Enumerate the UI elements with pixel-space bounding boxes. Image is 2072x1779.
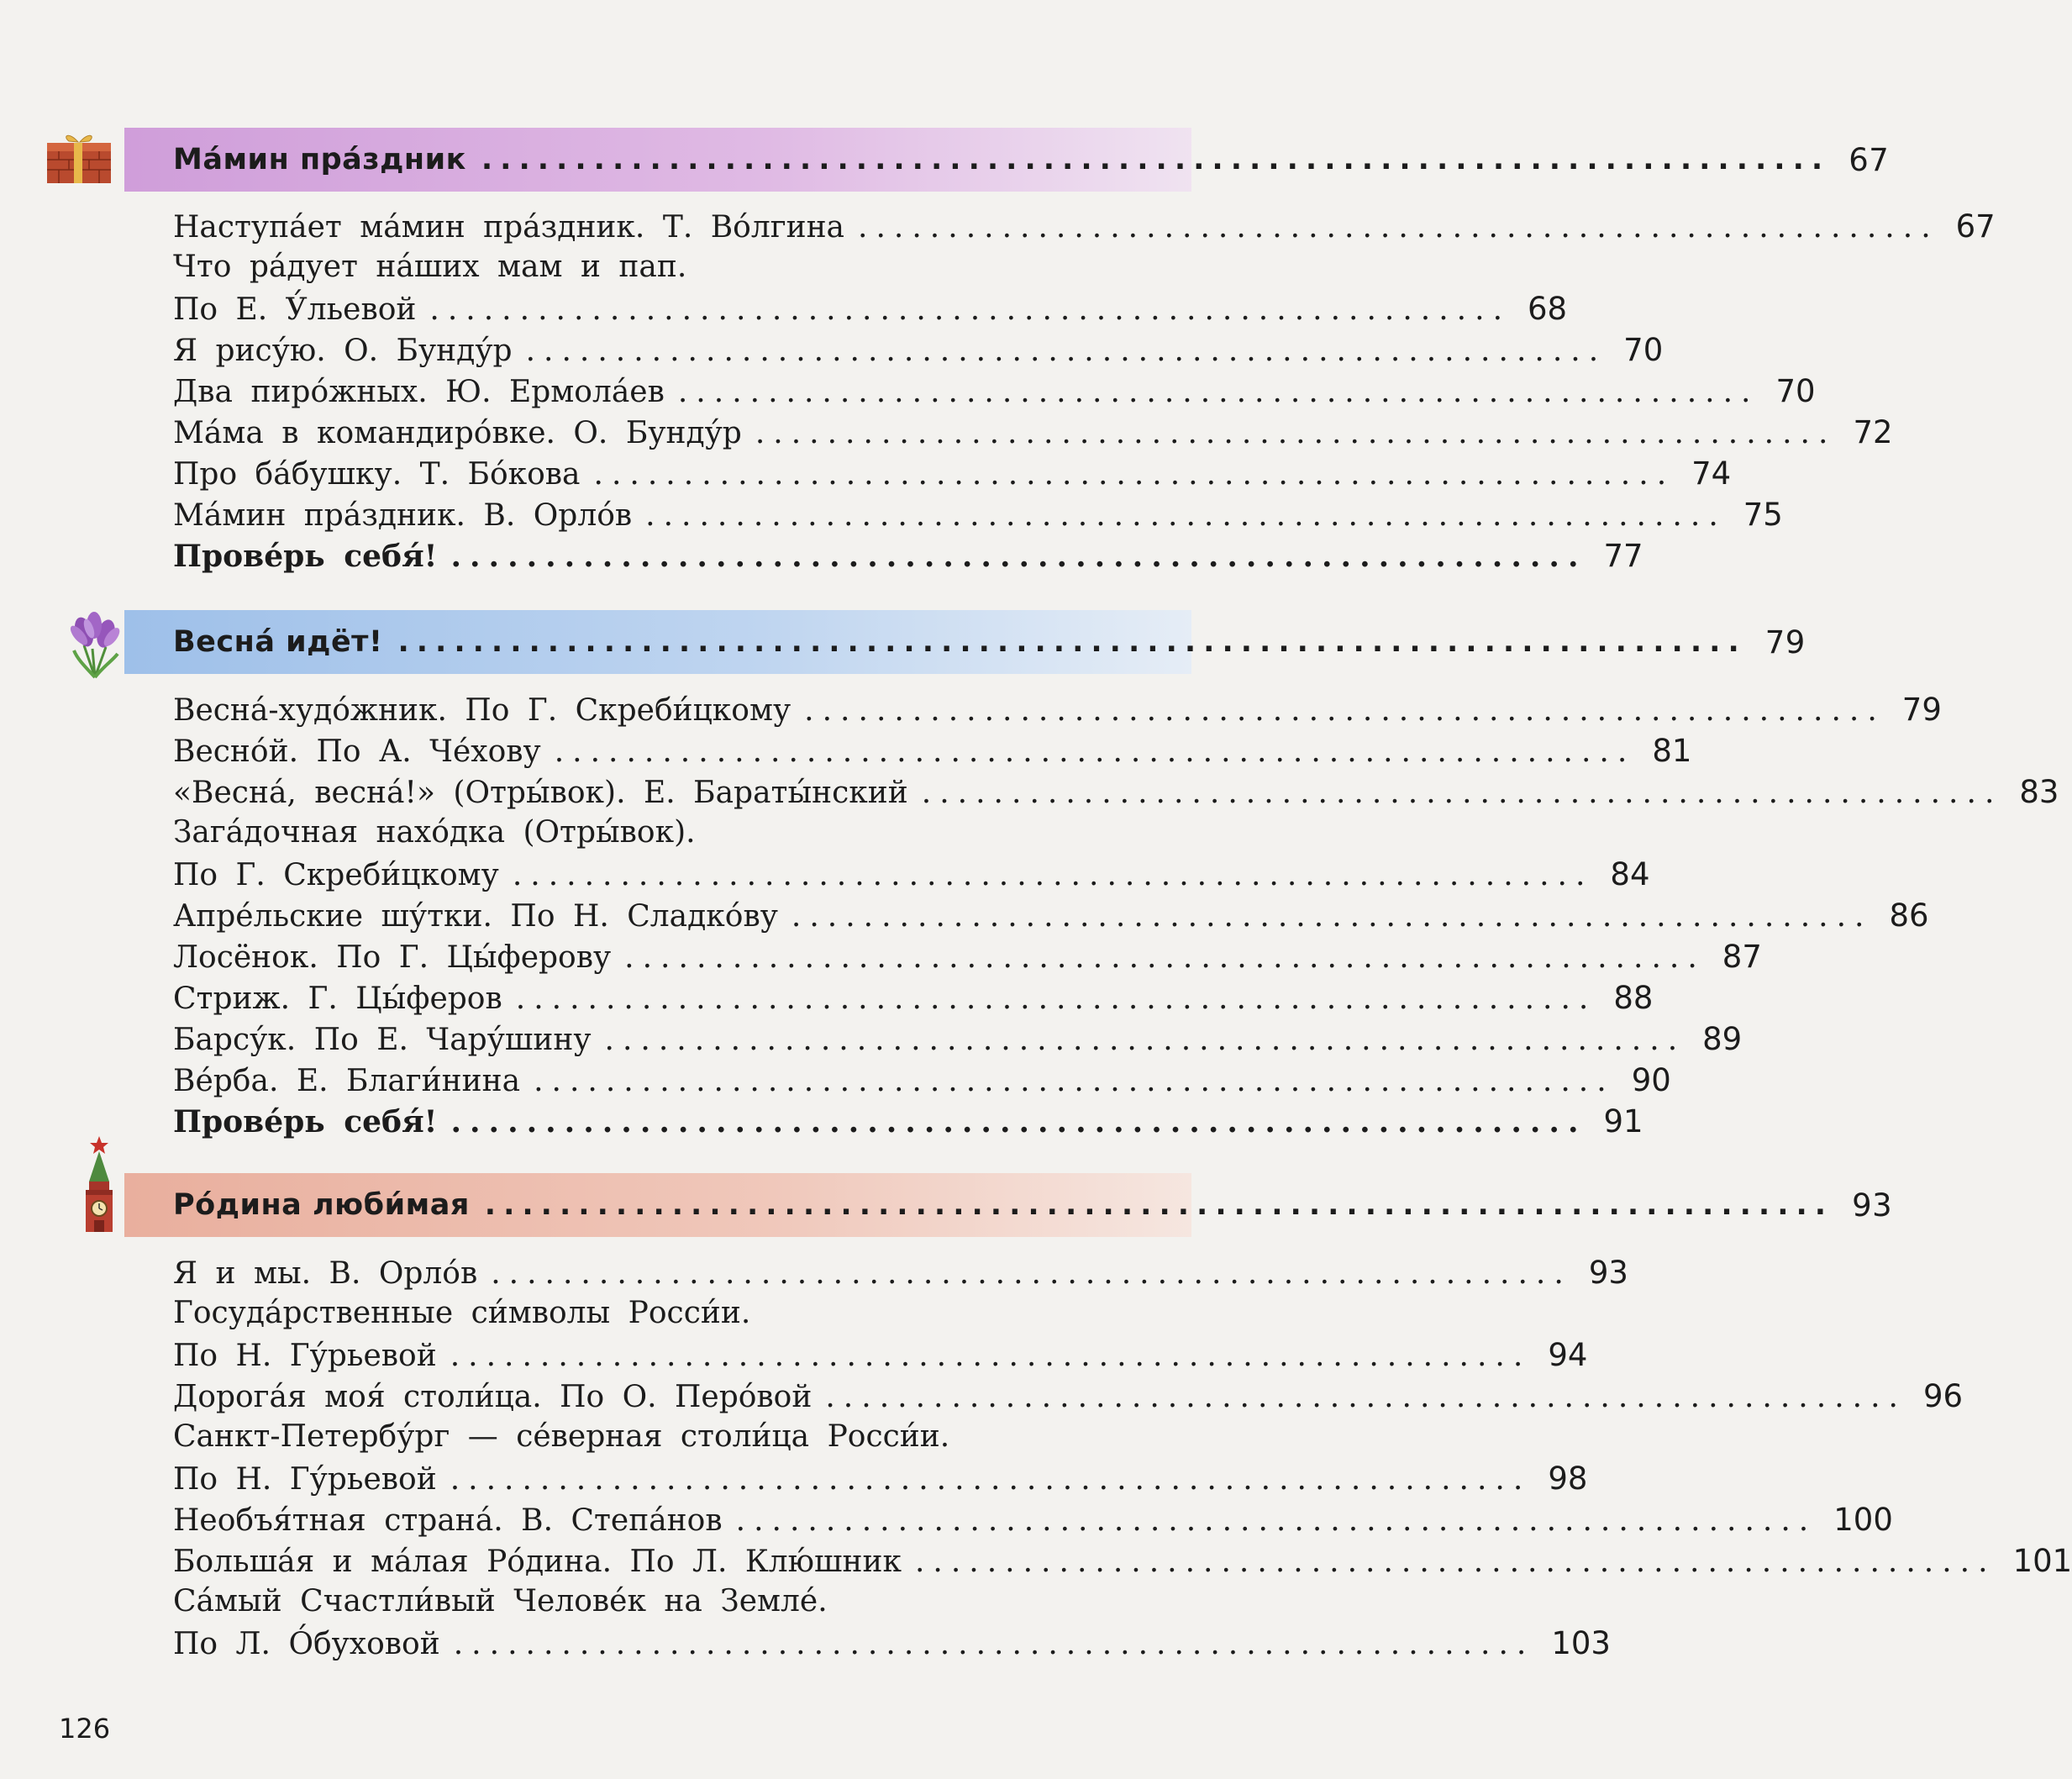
- dot-leader: ............................................................: [791, 899, 1873, 934]
- dot-leader: ........................................................................: [397, 625, 1747, 659]
- entry-title: По Н. Гу́рьевой: [173, 1339, 437, 1373]
- toc-entry: [173, 1062, 1671, 1103]
- toc-entry: [173, 1378, 1964, 1419]
- toc-entry: [173, 774, 2059, 815]
- dot-leader: ............................................................: [604, 1023, 1686, 1057]
- entry-page-number: 79: [1901, 692, 1942, 728]
- section-title: Ро́дина люби́мая: [173, 1188, 470, 1222]
- toc-entry-check-yourself: [173, 1103, 1643, 1145]
- section-title: Весна́ идёт!: [173, 625, 383, 659]
- dot-leader: ............................................................: [554, 734, 1636, 769]
- dot-leader: ............................................................: [450, 1104, 1587, 1140]
- entry-page-number: 101: [2012, 1543, 2072, 1579]
- dot-leader: ........................................................................: [484, 1188, 1834, 1222]
- dot-leader: ............................................................: [624, 940, 1706, 975]
- entry-page-number: 68: [1528, 291, 1568, 327]
- dot-leader: ............................................................: [914, 1545, 1996, 1579]
- dot-leader: ............................................................: [858, 210, 1939, 245]
- entry-page-number: 74: [1691, 455, 1732, 492]
- entry-page-number: 84: [1610, 856, 1650, 892]
- dot-leader: ............................................................: [450, 1462, 1532, 1497]
- toc-entry: [173, 897, 1929, 939]
- toc-entry: [173, 1502, 1893, 1543]
- dot-leader: ............................................................: [825, 1380, 1906, 1414]
- entry-page-number: 67: [1955, 208, 1996, 245]
- toc-entry: [173, 1543, 2072, 1584]
- entry-title: Весна́-худо́жник. По Г. Скреби́цкому: [173, 693, 791, 728]
- entry-title: Са́мый Счастли́вый Челове́к на Земле́.: [173, 1584, 828, 1618]
- entry-title: Госуда́рственные си́мволы Росси́и.: [173, 1296, 751, 1330]
- dot-leader: ............................................................: [450, 539, 1587, 574]
- toc-entry: [173, 692, 1942, 733]
- section-heading: [173, 1173, 1893, 1237]
- section-page-number: 93: [1852, 1187, 1893, 1224]
- dot-leader: ............................................................: [525, 334, 1607, 368]
- entry-title: Больша́я и ма́лая Ро́дина. По Л. Клю́шник: [173, 1545, 902, 1579]
- entry-title: Санкт-Петербу́рг — се́верная столи́ца Росси́и.: [173, 1419, 950, 1454]
- entry-title: Я и мы. В. Орло́в: [173, 1256, 478, 1291]
- entry-title: По Н. Гу́рьевой: [173, 1462, 437, 1497]
- entry-title: По Г. Скреби́цкому: [173, 858, 499, 892]
- entry-title: Ма́ма в командиро́вке. О. Бунду́р: [173, 416, 742, 450]
- entry-page-number: 103: [1551, 1625, 1611, 1661]
- entry-title: Прове́рь себя́!: [173, 539, 438, 574]
- toc-entry: [173, 1461, 1588, 1502]
- dot-leader: ............................................................: [453, 1627, 1535, 1661]
- toc-entry: [173, 291, 1568, 332]
- dot-leader: ............................................................: [735, 1503, 1817, 1538]
- page-number-folio: 126: [59, 1713, 111, 1745]
- entry-page-number: 70: [1775, 373, 1816, 409]
- dot-leader: ............................................................: [512, 858, 1594, 892]
- dot-leader: ............................................................: [534, 1064, 1615, 1098]
- entry-page-number: 93: [1588, 1255, 1628, 1291]
- entry-page-number: 94: [1548, 1337, 1588, 1373]
- toc-entry: [173, 856, 1650, 897]
- section-heading: [173, 610, 1806, 674]
- dot-leader: ............................................................: [677, 375, 1759, 409]
- dot-leader: ........................................................................: [481, 143, 1831, 176]
- entry-title: Стриж. Г. Цы́феров: [173, 982, 502, 1016]
- dot-leader: ............................................................: [645, 498, 1727, 533]
- toc-entry: [173, 1584, 1196, 1625]
- dot-leader: ............................................................: [755, 416, 1837, 450]
- entry-title: Прове́рь себя́!: [173, 1104, 438, 1140]
- entry-title: По Е. У́льевой: [173, 292, 417, 327]
- entry-title: «Весна́, весна́!» (Отры́вок). Е. Бараты́нский: [173, 776, 908, 810]
- toc-entry: [173, 1255, 1628, 1296]
- toc-entry: [173, 815, 1196, 856]
- dot-leader: ............................................................: [515, 982, 1597, 1016]
- gift-box-icon: [45, 131, 113, 185]
- dot-leader: ............................................................: [804, 693, 1885, 728]
- toc-entry: [173, 1021, 1743, 1062]
- entry-title: Наступа́ет ма́мин пра́здник. Т. Во́лгина: [173, 210, 845, 245]
- entry-page-number: 77: [1603, 538, 1643, 574]
- kremlin-tower-icon: [79, 1134, 119, 1234]
- entry-page-number: 89: [1702, 1021, 1743, 1057]
- entry-title: Ве́рба. Е. Благи́нина: [173, 1064, 521, 1098]
- entry-page-number: 81: [1652, 733, 1692, 769]
- entry-page-number: 90: [1631, 1062, 1671, 1098]
- toc-entry: [173, 332, 1664, 373]
- entry-title: Весно́й. По А. Че́хову: [173, 734, 541, 769]
- toc-entry: [173, 980, 1654, 1021]
- entry-page-number: 96: [1922, 1378, 1964, 1414]
- entry-title: Апре́льские шу́тки. По Н. Сладко́ву: [173, 899, 778, 934]
- entry-title: Два пиро́жных. Ю. Ермола́ев: [173, 375, 665, 409]
- toc-entry-check-yourself: [173, 538, 1643, 579]
- entry-page-number: 70: [1623, 332, 1664, 368]
- toc-entry: [173, 1296, 1196, 1337]
- dot-leader: ............................................................: [450, 1339, 1532, 1373]
- section-heading: [173, 128, 1890, 192]
- toc-entry: [173, 373, 1816, 414]
- entry-title: Барсу́к. По Е. Чару́шину: [173, 1023, 592, 1057]
- toc-entry: [173, 455, 1732, 497]
- crocus-flowers-icon: [67, 607, 123, 679]
- dot-leader: ............................................................: [491, 1256, 1572, 1291]
- toc-entry: [173, 1337, 1588, 1378]
- entry-title: Лосёнок. По Г. Цы́ферову: [173, 940, 612, 975]
- toc-entry: [173, 208, 1996, 250]
- toc-entry: [173, 1625, 1611, 1666]
- entry-page-number: 98: [1548, 1461, 1588, 1497]
- entry-page-number: 86: [1889, 897, 1929, 934]
- entry-title: Что ра́дует на́ших мам и пап.: [173, 250, 687, 284]
- entry-title: Необъя́тная страна́. В. Степа́нов: [173, 1503, 723, 1538]
- entry-page-number: 72: [1853, 414, 1893, 450]
- entry-page-number: 100: [1833, 1502, 1893, 1538]
- toc-entry: [173, 939, 1762, 980]
- entry-page-number: 87: [1722, 939, 1762, 975]
- entry-page-number: 88: [1613, 980, 1654, 1016]
- entry-title: Я рису́ю. О. Бунду́р: [173, 334, 513, 368]
- toc-entry: [173, 497, 1783, 538]
- dot-leader: ............................................................: [921, 776, 2003, 810]
- entry-title: Дорога́я моя́ столи́ца. По О. Перо́вой: [173, 1380, 812, 1414]
- entry-page-number: 75: [1743, 497, 1783, 533]
- toc-entry: [173, 1419, 1196, 1461]
- entry-title: Про ба́бушку. Т. Бо́кова: [173, 457, 581, 492]
- toc-entry: [173, 414, 1893, 455]
- entry-page-number: 83: [2019, 774, 2059, 810]
- toc-entry: [173, 250, 1196, 291]
- entry-title: Ма́мин пра́здник. В. Орло́в: [173, 498, 633, 533]
- dot-leader: ............................................................: [593, 457, 1675, 492]
- section-title: Ма́мин пра́здник: [173, 143, 466, 176]
- entry-title: Зага́дочная нахо́дка (Отры́вок).: [173, 815, 696, 850]
- entry-title: По Л. О́буховой: [173, 1627, 440, 1661]
- entry-page-number: 91: [1603, 1103, 1643, 1140]
- toc-entry: [173, 733, 1692, 774]
- dot-leader: ............................................................: [429, 292, 1512, 327]
- section-page-number: 79: [1764, 624, 1806, 661]
- section-page-number: 67: [1848, 141, 1890, 178]
